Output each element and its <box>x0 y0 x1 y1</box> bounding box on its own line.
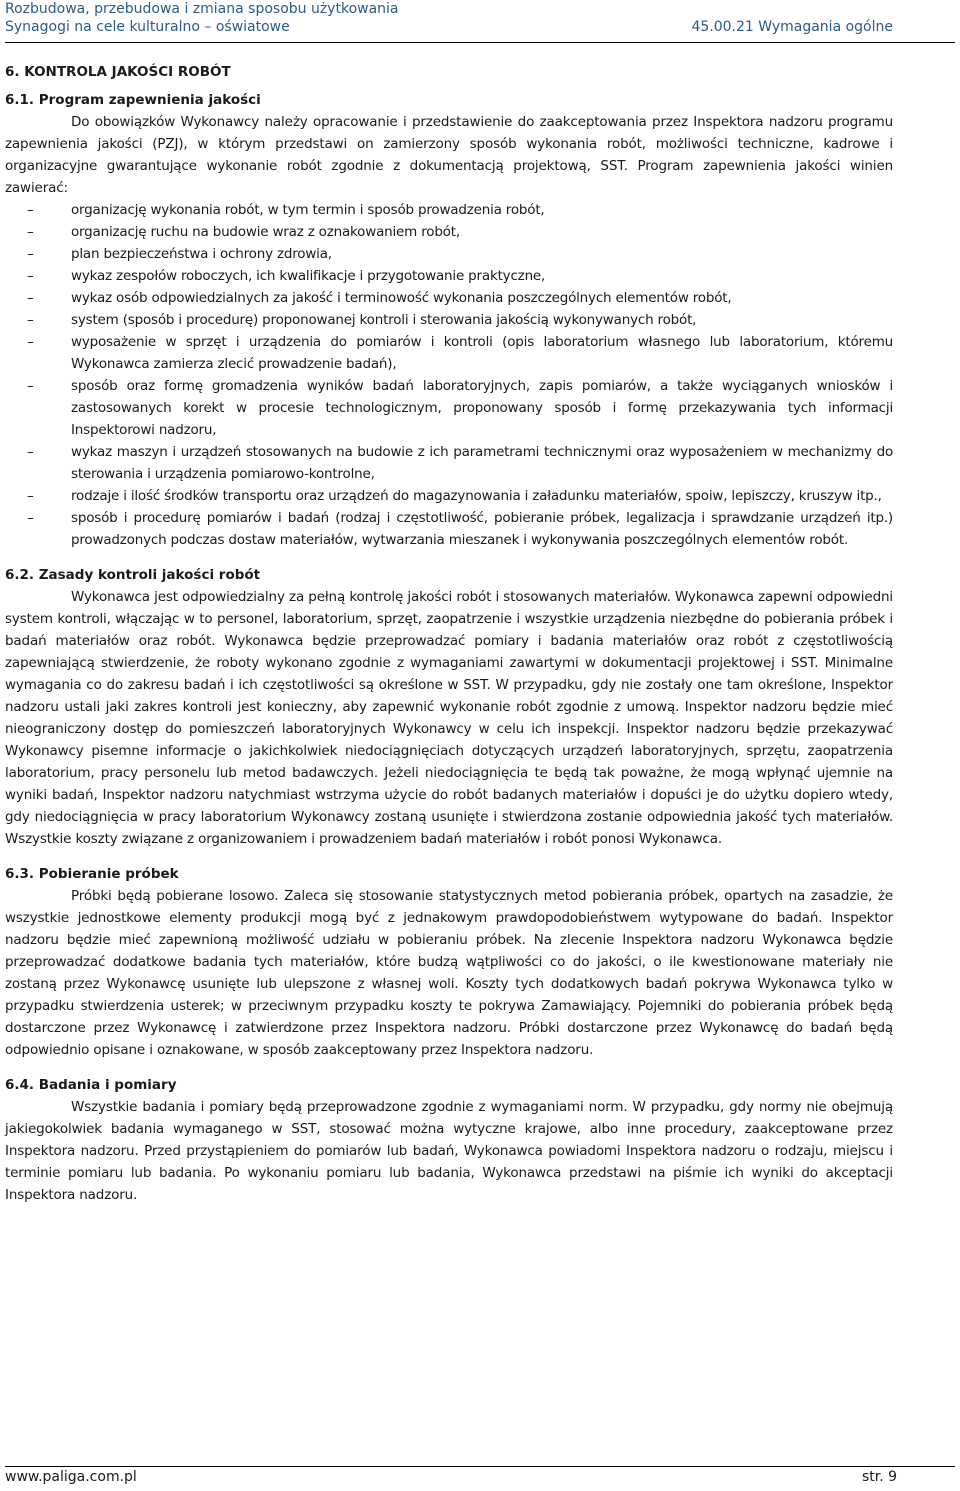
footer-website: www.paliga.com.pl <box>5 1469 137 1485</box>
section-6-3-body: Próbki będą pobierane losowo. Zaleca się stosowanie statystycznych metod pobierania próbek, opartych na zasadzie, że wszystkie jednostkowe elementy produkcji mogą być z jednakowym prawdopodobieństwem wytypowane do badań. Inspektor nadzoru będzie mieć zapewnioną możliwość udziału w pobieraniu próbek. Na zlecenie Inspektora nadzoru Wykonawca będzie przeprowadzać dodatkowe badania tych materiałów, które budzą wątpliwości co do jakości, o ile kwestionowane materiały nie zostaną przez Wykonawcę usunięte lub ulepszone z własnej woli. Koszty tych dodatkowych badań pokrywa Wykonawca tylko w przypadku stwierdzenia usterek; w przeciwnym przypadku koszty te pokrywa Zamawiający. Pojemniki do pobierania próbek będą dostarczone przez Wykonawcę i zatwierdzone przez Inspektora nadzoru. Próbki dostarczone przez Wykonawcę do badań będą odpowiednio opisane i oznakowane, w sposób zaakceptowany przez Inspektora nadzoru. <box>5 888 893 1058</box>
list-item-text: wyposażenie w sprzęt i urządzenia do pomiarów i kontroli (opis laboratorium własnego lub laboratorium, któremu Wykonawca zamierza zlecić prowadzenie badań), <box>71 334 893 372</box>
page-number: str. 9 <box>861 1469 897 1485</box>
dash-bullet: – <box>27 334 34 350</box>
section-6-2-heading: 6.2. Zasady kontroli jakości robót <box>5 567 261 583</box>
section-6-1-intro: Do obowiązków Wykonawcy należy opracowanie i przedstawienie do zaakceptowania przez Inspektora nadzoru programu zapewnienia jakości (PZJ), w którym przedstawi on zamierzony sposób wykonania robót, możliwości techniczne, kadrowe i organizacyjne gwarantujące wykonanie robót zgodnie z dokumentacją projektową, SST. Program zapewnienia jakości winien zawierać: <box>5 114 893 196</box>
section-6-4-heading: 6.4. Badania i pomiary <box>5 1077 177 1093</box>
pzj-requirements-list <box>5 199 893 551</box>
header-divider <box>5 42 955 43</box>
page-header <box>5 0 955 46</box>
dash-bullet: – <box>27 488 34 504</box>
list-item <box>5 331 893 375</box>
header-project-title: Rozbudowa, przebudowa i zmiana sposobu użytkowania <box>5 1 399 17</box>
list-item <box>5 199 893 221</box>
list-item-text: rodzaje i ilość środków transportu oraz urządzeń do magazynowania i załadunku materiałów, spoiw, lepiszczy, kruszyw itp., <box>71 488 882 504</box>
dash-bullet: – <box>27 312 34 328</box>
section-6-3-heading: 6.3. Pobieranie próbek <box>5 866 179 882</box>
list-item <box>5 375 893 441</box>
dash-bullet: – <box>27 224 34 240</box>
dash-bullet: – <box>27 378 34 394</box>
dash-bullet: – <box>27 202 34 218</box>
list-item <box>5 485 893 507</box>
dash-bullet: – <box>27 246 34 262</box>
list-item <box>5 221 893 243</box>
header-section-code: 45.00.21 Wymagania ogólne <box>691 19 893 35</box>
dash-bullet: – <box>27 290 34 306</box>
dash-bullet: – <box>27 268 34 284</box>
list-item-text: sposób i procedurę pomiarów i badań (rodzaj i częstotliwość, pobieranie próbek, legalizacja i sprawdzanie urządzeń itp.) prowadzonych podczas dostaw materiałów, wytwarzania mieszanek i wykonywania poszczególnych elementów robót. <box>71 510 893 548</box>
section-6-4-body: Wszystkie badania i pomiary będą przeprowadzone zgodnie z wymaganiami norm. W przypadku, gdy normy nie obejmują jakiegokolwiek badania wymaganego w SST, stosować można wytyczne krajowe, albo inne procedury, zaakceptowane przez Inspektora nadzoru. Przed przystąpieniem do pomiarów lub badań, Wykonawca powiadomi Inspektora nadzoru o rodzaju, miejscu i terminie pomiaru lub badania. Po wykonaniu pomiaru lub badania, Wykonawca przedstawi na piśmie ich wyniki do akceptacji Inspektora nadzoru. <box>5 1099 893 1203</box>
header-project-subtitle: Synagogi na cele kulturalno – oświatowe <box>5 19 290 35</box>
page-footer <box>5 1466 895 1488</box>
dash-bullet: – <box>27 510 34 526</box>
list-item-text: wykaz maszyn i urządzeń stosowanych na budowie z ich parametrami technicznymi oraz wyposażeniem w mechanizmy do sterowania i urządzenia pomiarowo-kontrolne, <box>71 444 893 482</box>
list-item-text: plan bezpieczeństwa i ochrony zdrowia, <box>71 246 332 262</box>
section-6-heading: 6. KONTROLA JAKOŚCI ROBÓT <box>5 64 231 80</box>
list-item <box>5 243 893 265</box>
list-item-text: wykaz osób odpowiedzialnych za jakość i terminowość wykonania poszczególnych elementów robót, <box>71 290 732 306</box>
list-item-text: system (sposób i procedurę) proponowanej kontroli i sterowania jakością wykonywanych robót, <box>71 312 697 328</box>
list-item <box>5 287 893 309</box>
document-body <box>5 62 893 1206</box>
list-item-text: wykaz zespołów roboczych, ich kwalifikacje i przygotowanie praktyczne, <box>71 268 546 284</box>
dash-bullet: – <box>27 444 34 460</box>
list-item <box>5 309 893 331</box>
list-item-text: organizację ruchu na budowie wraz z oznakowaniem robót, <box>71 224 460 240</box>
list-item <box>5 441 893 485</box>
list-item-text: sposób oraz formę gromadzenia wyników badań laboratoryjnych, zapis pomiarów, a także wyciąganych wniosków i zastosowanych korekt w procesie technologicznym, proponowany sposób i formę przekazywania tych informacji Inspektorowi nadzoru, <box>71 378 893 438</box>
footer-divider <box>5 1466 955 1467</box>
section-6-1-heading: 6.1. Program zapewnienia jakości <box>5 92 261 108</box>
list-item <box>5 265 893 287</box>
section-6-2-body: Wykonawca jest odpowiedzialny za pełną kontrolę jakości robót i stosowanych materiałów. Wykonawca zapewni odpowiedni system kontroli, włączając w to personel, laboratorium, sprzęt, zaopatrzenie i wszystkie urządzenia niezbędne do pobierania próbek i badań materiałów oraz robót. Wykonawca będzie przeprowadzać pomiary i badania materiałów oraz robót z częstotliwością zapewniającą stwierdzenie, że roboty wykonano zgodnie z wymaganiami zawartymi w dokumentacji projektowej i SST. Minimalne wymagania co do zakresu badań i ich częstotliwości są określone w SST. W przypadku, gdy nie zostały one tam określone, Inspektor nadzoru ustali jaki zakres kontroli jest konieczny, aby zapewnić wykonanie robót zgodnie z umową. Inspektor nadzoru będzie mieć nieograniczony dostęp do pomieszczeń laboratoryjnych Wykonawcy w celu ich inspekcji. Inspektor nadzoru będzie przekazywać Wykonawcy pisemne informacje o jakichkolwiek niedociągnięciach dotyczących urządzeń laboratoryjnych, sprzętu, zaopatrzenia laboratorium, pracy personelu lub metod badawczych. Jeżeli niedociągnięcia te będą tak poważne, że mogą wpłynąć ujemnie na wyniki badań, Inspektor nadzoru natychmiast wstrzyma użycie do robót badanych materiałów i dopuści je do użytku dopiero wtedy, gdy niedociągnięcia w pracy laboratorium Wykonawcy zostaną usunięte i stwierdzona zostanie odpowiednia jakość tych materiałów. Wszystkie koszty związane z organizowaniem i prowadzeniem badań materiałów i robót ponosi Wykonawca. <box>5 589 893 847</box>
list-item <box>5 507 893 551</box>
list-item-text: organizację wykonania robót, w tym termin i sposób prowadzenia robót, <box>71 202 545 218</box>
